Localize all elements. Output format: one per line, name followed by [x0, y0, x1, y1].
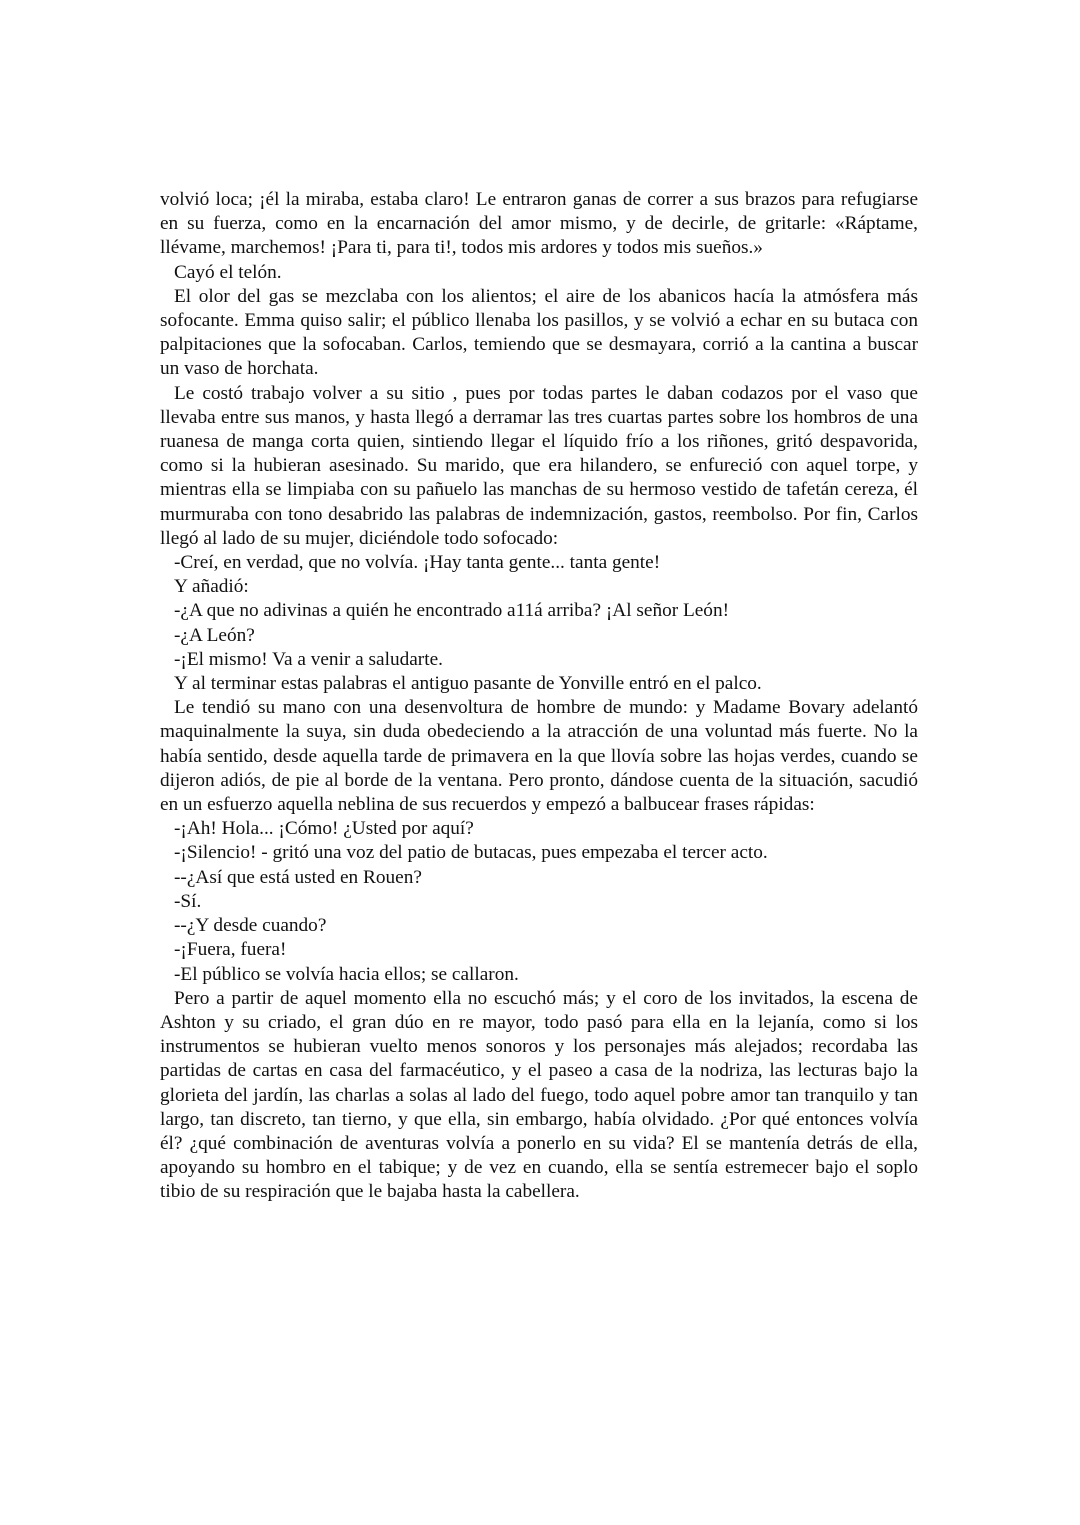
- dialogue-line: -¿A León?: [174, 624, 255, 646]
- dialogue-line: -¡El mismo! Va a venir a saludarte.: [174, 648, 443, 670]
- paragraph: Le tendió su mano con una desenvoltura de hombre de mundo: y Madame Bovary adelantó maquinalmente la suya, sin duda obedeciendo a la atracción de una voluntad más fuerte. No la había sentido, desde aquella tarde de primavera en la que llovía sobre las hojas verdes, cuando se dijeron adiós, de pie al borde de la ventana. Pero pronto, dándose cuenta de la situación, sacudió en un esfuerzo aquella neblina de sus recuerdos y empezó a balbucear frases rápidas:: [160, 697, 918, 816]
- dialogue-line: -Sí.: [174, 890, 202, 912]
- dialogue-line: --¿Y desde cuando?: [174, 915, 327, 937]
- dialogue-line: -Creí, en verdad, que no volvía. ¡Hay tanta gente... tanta gente!: [174, 552, 661, 574]
- dialogue-line: -¡Fuera, fuera!: [174, 939, 287, 961]
- dialogue-line: Y añadió:: [174, 576, 249, 598]
- dialogue-line: --¿Así que está usted en Rouen?: [174, 866, 422, 888]
- paragraph: Cayó el telón.: [174, 261, 282, 283]
- dialogue-line: -¿A que no adivinas a quién he encontrado a11á arriba? ¡Al señor León!: [174, 600, 730, 622]
- paragraph: Le costó trabajo volver a su sitio , pues por todas partes le daban codazos por el vaso que llevaba entre sus manos, y hasta llegó a derramar las tres cuartas partes sobre los hombros de una ruanesa de manga corta quien, sintiendo llegar el líquido frío a los riñones, gritó despavorida, como si la hubieran asesinado. Su marido, que era hilandero, se enfureció con aquel torpe, y mientras ella se limpiaba con su pañuelo las manchas de su hermoso vestido de tafetán cereza, él murmuraba con tono desabrido las palabras de indemnización, gastos, reembolso. Por fin, Carlos llegó al lado de su mujer, diciéndole todo sofocado:: [160, 382, 918, 549]
- dialogue-line: -¡Ah! Hola... ¡Cómo! ¿Usted por aquí?: [174, 818, 474, 840]
- paragraph: Pero a partir de aquel momento ella no escuchó más; y el coro de los invitados, la escena de Ashton y su criado, el gran dúo en re mayor, todo pasó para ella en la lejanía, como si los instrumentos se hubieran vuelto menos sonoros y los personajes más alejados; recordaba las partidas de cartas en casa del farmacéutico, y el paseo a casa de la nodriza, las lecturas bajo la glorieta del jardín, las charlas a solas al lado del fuego, todo aquel pobre amor tan tranquilo y tan largo, tan discreto, tan tierno, y que ella, sin embargo, había olvidado. ¿Por qué entonces volvía él? ¿qué combinación de aventuras volvía a ponerlo en su vida? El se mantenía detrás de ella, apoyando su hombro en el tabique; y de vez en cuando, ella se sentía estremecer bajo el soplo tibio de su respiración que le bajaba hasta la cabellera.: [160, 987, 918, 1203]
- dialogue-line: -¡Silencio! - gritó una voz del patio de butacas, pues empezaba el tercer acto.: [174, 842, 768, 864]
- paragraph: El olor del gas se mezclaba con los alientos; el aire de los abanicos hacía la atmósfera más sofocante. Emma quiso salir; el público llenaba los pasillos, y se volvió a echar en su butaca con palpitaciones que la sofocaban. Carlos, temiendo que se desmayara, corrió a la cantina a buscar un vaso de horchata.: [160, 285, 918, 380]
- dialogue-line: -El público se volvía hacia ellos; se callaron.: [174, 963, 519, 985]
- document-page: [160, 188, 918, 1205]
- paragraph: volvió loca; ¡él la miraba, estaba claro! Le entraron ganas de correr a sus brazos para refugiarse en su fuerza, como en la encarnación del amor mismo, y de decirle, de gritarle: «Ráptame, llévame, marchemos! ¡Para ti, para ti!, todos mis ardores y todos mis sueños.»: [160, 189, 918, 259]
- paragraph: Y al terminar estas palabras el antiguo pasante de Yonville entró en el palco.: [174, 673, 762, 695]
